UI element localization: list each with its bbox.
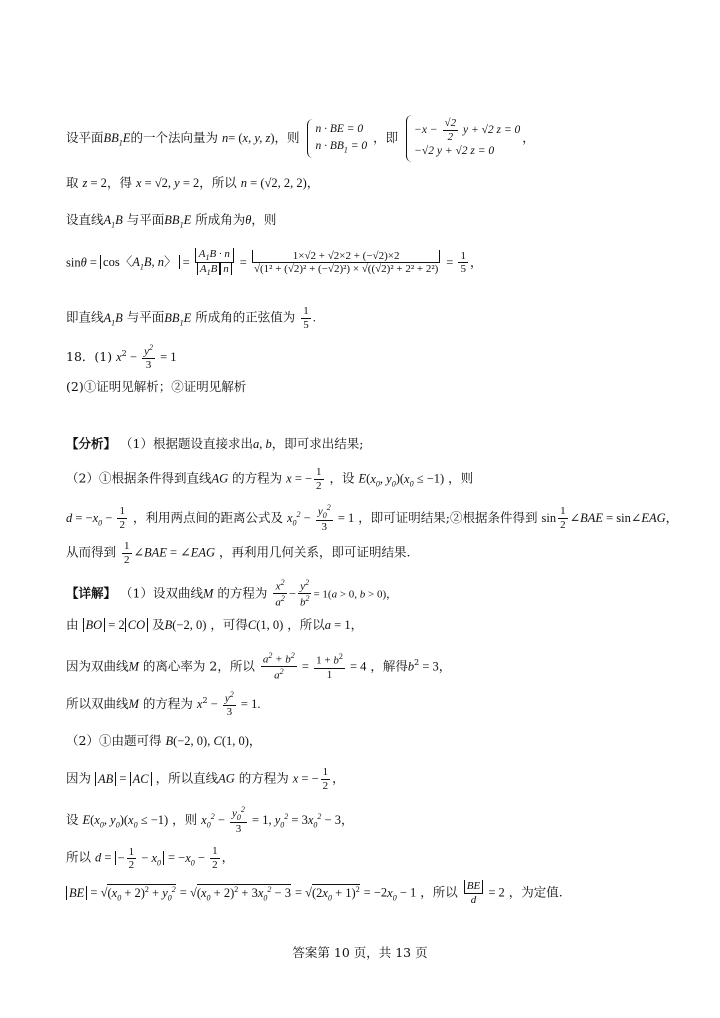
text: 的一个法向量为 <box>130 129 218 145</box>
text: （1）根据题设直接求出 <box>120 436 253 451</box>
text: ，解得 <box>370 658 408 674</box>
text: （2）①由题可得 <box>66 733 162 748</box>
text: 因为 <box>66 770 92 786</box>
analysis-3: $d = -x_0$ − $\frac{1}{2}$ ，利用两点间的距离公式及 $x_0^2$ − $\frac{y_0^2}{3}$ = 1 ，即可证明结果;②根据条件得到 sin $\frac{1}{2}$ ∠BAE = sin∠EAG， <box>66 503 679 534</box>
text: 取 <box>66 175 79 190</box>
text: （1）设双曲线 <box>120 585 203 601</box>
text: 与平面 <box>126 309 165 325</box>
text: 所以 <box>66 849 92 865</box>
line-sine-value: 即直线$A_1B$ 与平面$BB_1E$ 所成角的正弦值为 $\frac{1}{5}$ . <box>66 305 316 331</box>
text: 的方程为 <box>217 585 268 601</box>
text: ，所以 <box>420 884 458 900</box>
q18-answer-1: 18．(1) $x^2$ − $\frac{y^2}{3}$ = 1 <box>66 343 177 372</box>
text: ，利用两点间的距离公式及 <box>132 509 283 525</box>
text: ，所以 <box>199 175 237 190</box>
text: ，则 <box>172 811 198 827</box>
text: ，所以直线 <box>155 770 219 786</box>
analysis-2: （2）①根据条件得到直线AG 的方程为 x = − $\frac{1}{2}$ ，设 $E(x_0$, $y_0)(x_0 \le -1)$ ，则 <box>66 466 474 492</box>
label: 【分析】 <box>66 436 117 451</box>
text: 从而得到 <box>66 544 117 560</box>
text: 的离心率为 2，所以 <box>142 658 255 674</box>
text: 由 <box>66 617 79 632</box>
text: 因为双曲线 <box>66 658 129 674</box>
detail-9: BE = $√(x_0 + 2)^2 + y_0^2 = √(x_0 + 2)^2 + 3x_0^2 - 3 = √(2x_0 + 1)^2 = -2x_0 - 1$ ，所以 $\frac{BE}{d}$ = 2 ，为定值. <box>66 880 563 906</box>
label: 【详解】 <box>66 585 117 601</box>
text: ，则 <box>448 470 474 486</box>
text: ，所以 <box>287 617 325 632</box>
equation-system-1: n · BE = 0 $n \cdot BB_1 = 0$ <box>307 119 367 158</box>
detail-7: 设 $E(x_0$, $y_0)(x_0 \le -1)$ ，则 $x_0^2$ − $\frac{y_0^2}{3}$ = 1, $y_0^2 = 3x_0^2 - 3$， <box>66 805 354 836</box>
detail-1: 【详解】 （1）设双曲线M 的方程为 $\frac{x^2}{a^2}$ − $\frac{y^2}{b^2}$ = 1(a > 0, b > 0)， <box>66 578 398 609</box>
text: 所成角为 <box>195 212 246 227</box>
text: 即直线 <box>66 309 104 325</box>
detail-3: 因为双曲线M 的离心率为 2，所以 $\frac{a^2 + b^2}{a^2}$ = $\frac{1 + b^2}{1}$ = 4 ，解得$b^2 = 3$， <box>66 651 452 682</box>
text: 与平面 <box>126 212 165 227</box>
line-angle-def: 设直线$A_1B$ 与平面$BB_1E$ 所成角为θ，则 <box>66 212 277 230</box>
text: 设平面 <box>66 129 104 145</box>
text: 所成角的正弦值为 <box>195 309 296 325</box>
text: 设 <box>66 811 79 827</box>
text: （2）①根据条件得到直线 <box>66 470 212 486</box>
math: n <box>221 130 229 145</box>
detail-4: 所以双曲线M 的方程为 $x^2$ − $\frac{y^2}{3}$ = 1. <box>66 690 261 719</box>
line-sin-theta: sinθ = cos〈$A_1B$, n〉 = $\frac{A_1B \cdot n}{A_1B n}$ = $\frac{1\times√2 + √2\times 2 + (-√2)\times 2}{\text{√(1² + (√2)² + (−√2)²) × √((√2)² + 2² + 2²)}}$ = $\frac{1}{5}$ ， <box>66 248 483 278</box>
text: 18．(1) <box>66 348 113 364</box>
text: ，再利用几何关系，即可证明结果. <box>218 544 411 560</box>
text: 的方程为 <box>238 770 289 786</box>
line-take-z: 取 z = 2，得 x = √2, y = 2，所以 n = (√2, 2, 2)， <box>66 175 320 190</box>
math: $BB_1E$ <box>103 130 131 148</box>
text: ，设 <box>329 470 355 486</box>
line-normal-vector: 设平面$BB_1E$的一个法向量为 n= (x, y, z)，则 n · BE = 0 $n \cdot BB_1 = 0$ ，即 −x − $\frac{√2}{2}$ y + √2 z = 0 −√2 y + √2 z = 0 ， <box>66 115 535 162</box>
text: ，则 <box>274 129 300 145</box>
analysis-4: 从而得到 $\frac{1}{2}$ ∠BAE = ∠EAG ，再利用几何关系，即可证明结果. <box>66 540 411 566</box>
analysis-1: 【分析】 （1）根据题设直接求出a, b，即可求出结果; <box>66 436 364 451</box>
equation-system-2: −x − $\frac{√2}{2}$ y + √2 z = 0 −√2 y + √2 z = 0 <box>406 115 520 162</box>
detail-6: 因为 AB = AC ，所以直线AG 的方程为 x = − $\frac{1}{2}$ ， <box>66 766 345 792</box>
text: ，即可证明结果;②根据条件得到 <box>358 509 538 525</box>
detail-5: （2）①由题可得 B(−2, 0), C(1, 0)， <box>66 733 262 748</box>
text: 设直线 <box>66 212 104 227</box>
text: 及 <box>152 617 165 632</box>
text: 的方程为 <box>142 695 193 711</box>
text: ，则 <box>251 212 277 227</box>
text: ，即可求出结果; <box>271 436 364 451</box>
text: ，可得 <box>210 617 248 632</box>
text: 所以双曲线 <box>66 695 129 711</box>
q18-answer-2: (2)①证明见解析；②证明见解析 <box>66 379 247 394</box>
detail-2: 由 BO = 2 CO 及B(−2, 0) ，可得C(1, 0) ，所以a = 1， <box>66 617 364 632</box>
text: ，即 <box>373 129 399 145</box>
text: 的方程为 <box>232 470 283 486</box>
text: ，得 <box>106 175 132 190</box>
page-footer: 答案第 10 页，共 13 页 <box>292 945 428 960</box>
detail-8: 所以 d = − $\frac{1}{2}$ − $x_0 = -x_0$ − $\frac{1}{2}$ ， <box>66 845 235 872</box>
text: ，为定值. <box>508 884 563 900</box>
